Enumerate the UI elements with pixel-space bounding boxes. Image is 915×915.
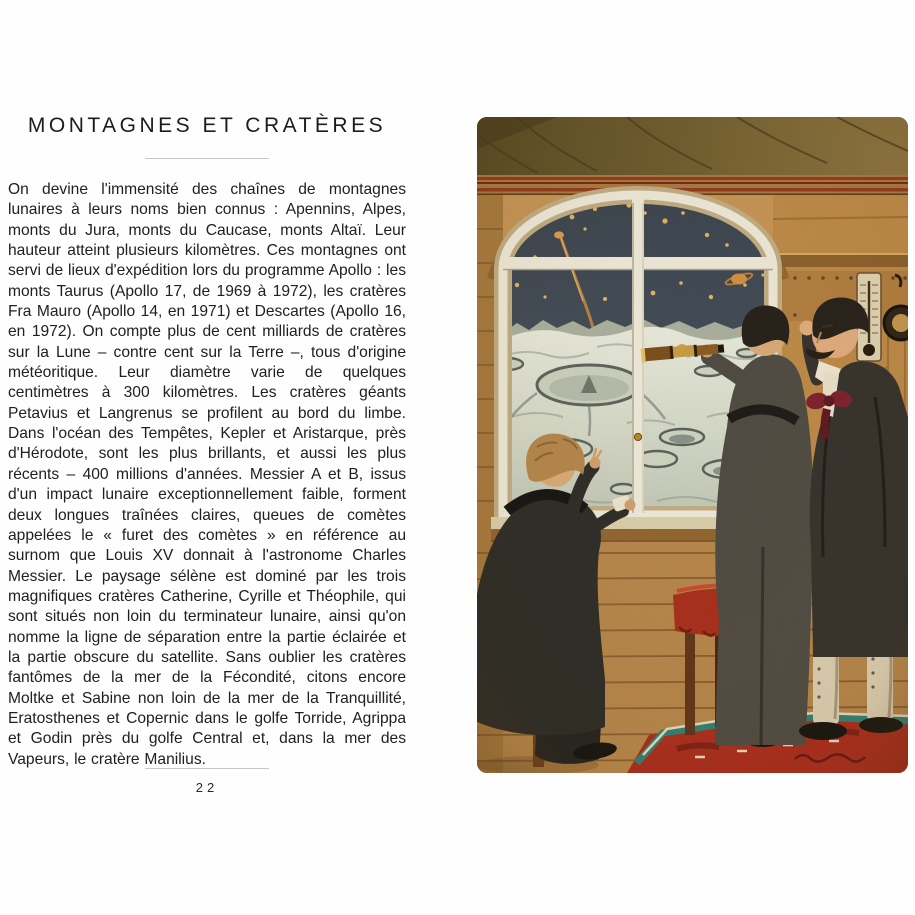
text-column	[8, 0, 406, 915]
vignette-overlay	[477, 117, 908, 773]
page-number: 22	[195, 780, 219, 795]
page-title: MONTAGNES ET CRATÈRES	[27, 114, 387, 137]
moon-observation-illustration	[477, 117, 908, 773]
footer-divider	[145, 768, 269, 769]
body-paragraph: On devine l'immensité des chaînes de montagnes lunaires à leurs noms bien connus : Apennins, Alpes, monts du Jura, monts du Caucase, monts Altaï. Leur hauteur atteint plusieurs kilomètres. Ces montagnes ont servi de lieux d'expédition lors du programme Apollo : les monts Taurus (Apollo 17, de 1969 à 1972), les cratères Fra Mauro (Apollo 14, en 1971) et Descartes (Apollo 16, en 1972). On compte plus de cent milliards de cratères sur la Lune – contre cent sur la Terre –, tous d'origine météoritique. Leur diamètre varie de quelques centimètres à 300 kilomètres. Les cratères géants Petavius et Langrenus se profilent au bord du limbe. Dans l'océan des Tempêtes, Kepler et Aristarque, près d'Hérodote, sont les plus brillants, et aussi les plus récents – 400 millions d'années. Messier A et B, issus d'un impact lunaire exceptionnellement faible, forment deux longues traînées claires, queues de comètes appelées le « furet des comètes » en référence au surnom que Louis XV donnait à l'astronome Charles Messier. Le paysage sélène est dominé par les trois magnifiques cratères Catherine, Cyrille et Théophile, qui sont situés non loin du terminateur lunaire, ainsi qu'on nomme la ligne de séparation entre la partie éclairée et la partie obscure du satellite. Sans oublier les cratères fantômes de la mer de la Fécondité, citons encore Moltke et Sabine non loin de la mer de la Tranquillité, Eratosthenes et Copernic dans le golfe Torride, Agrippa et Godin près du golfe Central et, dans la mer des Vapeurs, le cratère Manilius.	[8, 181, 406, 768]
title-divider	[145, 158, 269, 159]
